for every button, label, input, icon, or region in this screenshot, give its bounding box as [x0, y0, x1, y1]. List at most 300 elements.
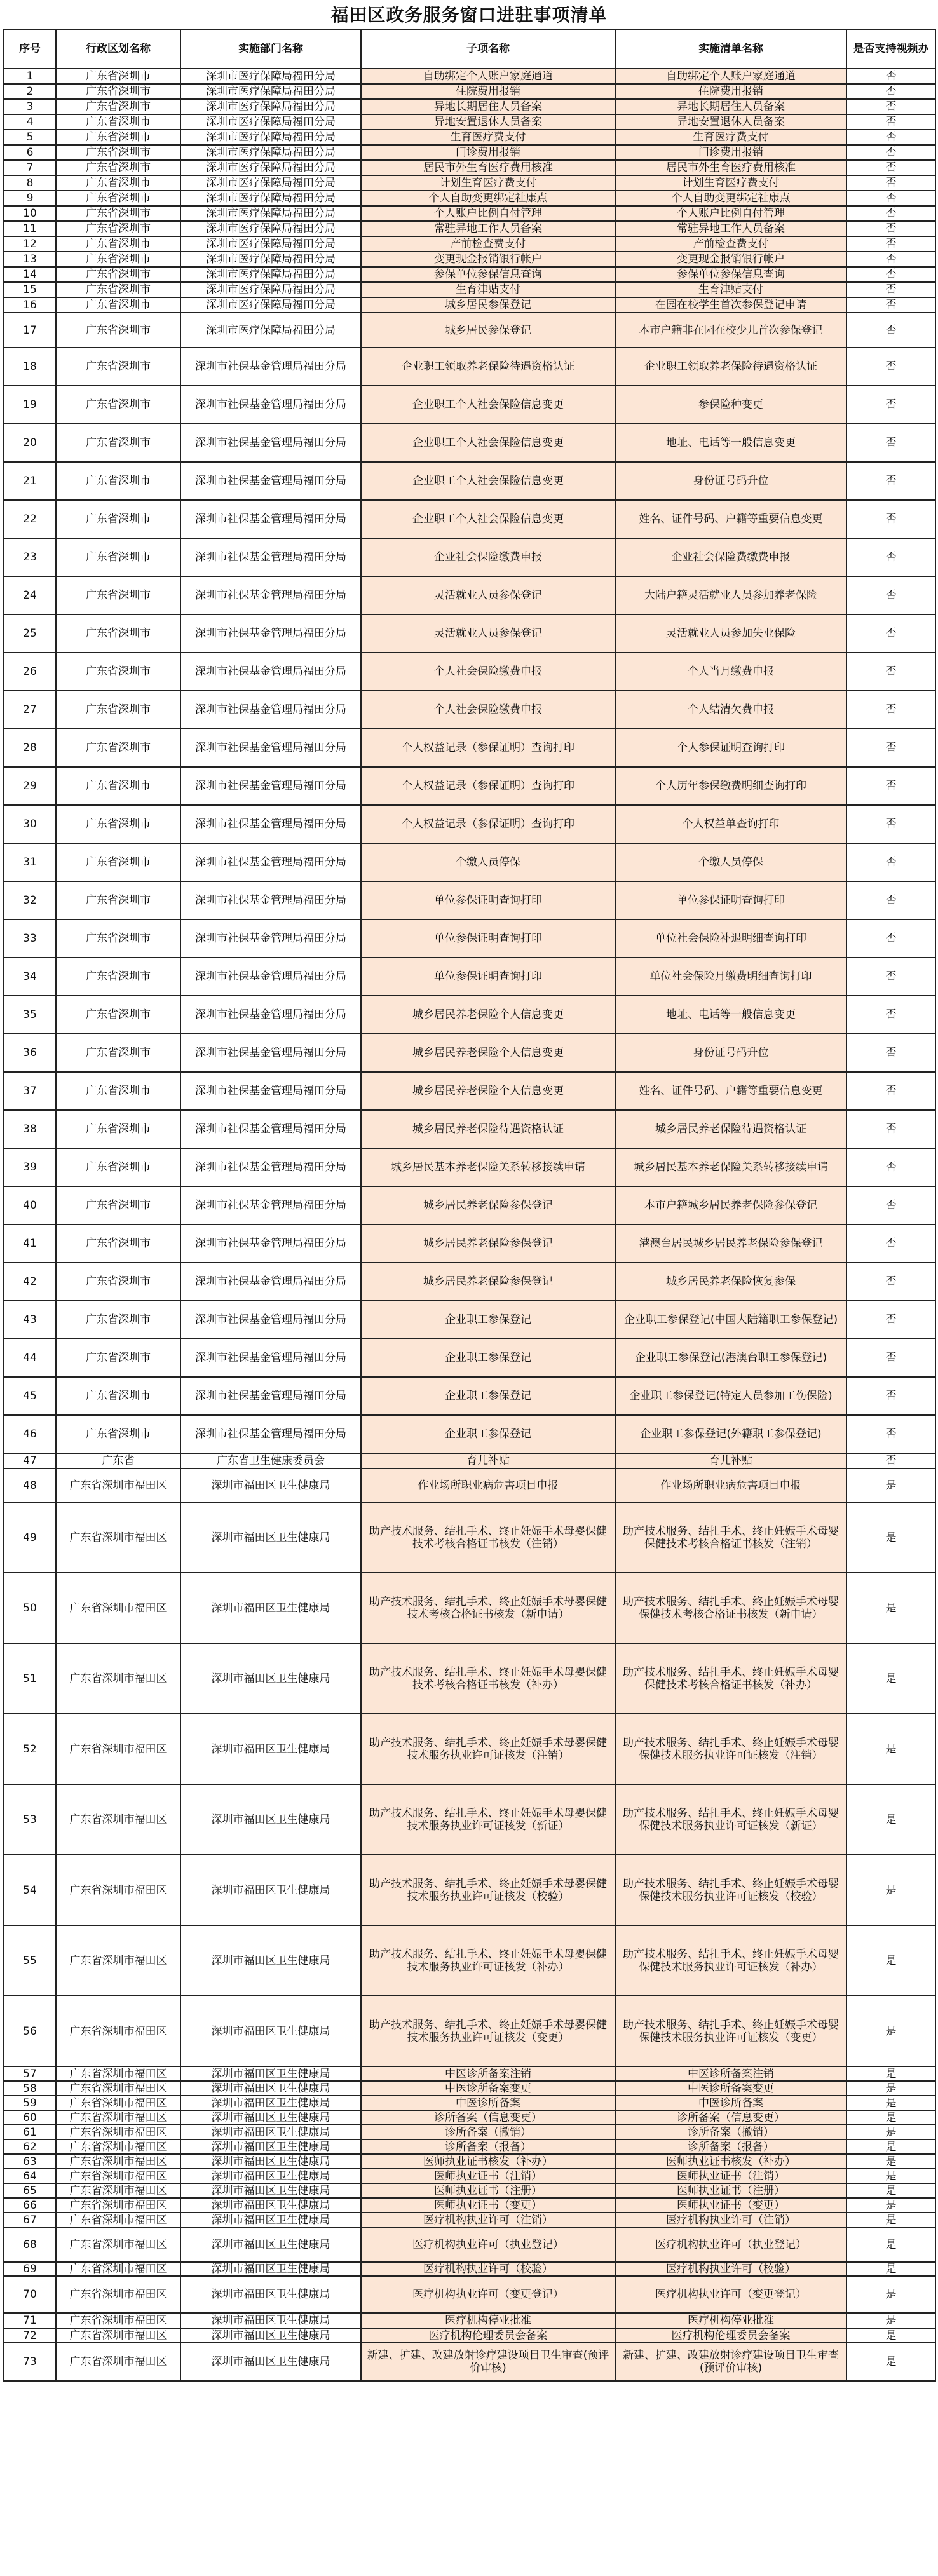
row-video: 否 [846, 191, 935, 206]
row-video: 是 [846, 1996, 935, 2066]
row-department: 深圳市社保基金管理局福田分局 [180, 919, 361, 958]
row-index: 55 [4, 1925, 56, 1996]
table-row [4, 2343, 935, 2381]
row-department: 深圳市社保基金管理局福田分局 [180, 1263, 361, 1301]
table-row [4, 1502, 935, 1573]
row-subitem: 生育津贴支付 [361, 282, 615, 297]
row-subitem: 作业场所职业病危害项目申报 [361, 1468, 615, 1502]
row-listitem: 医师执业证书核发（补办） [615, 2154, 846, 2169]
row-subitem: 助产技术服务、结扎手术、终止妊娠手术母婴保健技术服务执业许可证核发（补办） [361, 1925, 615, 1996]
row-region: 广东省深圳市 [56, 881, 180, 919]
row-department: 深圳市社保基金管理局福田分局 [180, 386, 361, 424]
row-department: 深圳市社保基金管理局福田分局 [180, 729, 361, 767]
row-video: 是 [846, 2066, 935, 2081]
row-department: 深圳市医疗保障局福田分局 [180, 282, 361, 297]
row-video: 是 [846, 1502, 935, 1573]
row-index: 35 [4, 996, 56, 1034]
row-subitem: 个人账户比例自付管理 [361, 206, 615, 221]
row-index: 10 [4, 206, 56, 221]
row-region: 广东省深圳市福田区 [56, 2169, 180, 2183]
row-listitem: 常驻异地工作人员备案 [615, 221, 846, 236]
row-region: 广东省深圳市福田区 [56, 2276, 180, 2313]
row-index: 71 [4, 2313, 56, 2328]
row-listitem: 产前检查费支付 [615, 236, 846, 252]
table-row [4, 2081, 935, 2096]
row-index: 27 [4, 691, 56, 729]
row-region: 广东省深圳市 [56, 69, 180, 84]
row-listitem: 居民市外生育医疗费用核准 [615, 160, 846, 175]
row-index: 2 [4, 84, 56, 99]
row-region: 广东省深圳市福田区 [56, 2198, 180, 2213]
table-row [4, 1643, 935, 1714]
row-index: 40 [4, 1186, 56, 1224]
row-department: 深圳市社保基金管理局福田分局 [180, 1110, 361, 1148]
table-row [4, 2328, 935, 2343]
row-region: 广东省深圳市 [56, 1377, 180, 1415]
row-index: 24 [4, 576, 56, 614]
table-row [4, 1186, 935, 1224]
row-video: 是 [846, 1714, 935, 1784]
row-listitem: 个人参保证明查询打印 [615, 729, 846, 767]
row-index: 21 [4, 462, 56, 500]
row-department: 深圳市福田区卫生健康局 [180, 2139, 361, 2154]
row-region: 广东省深圳市福田区 [56, 1573, 180, 1643]
row-region: 广东省深圳市 [56, 1148, 180, 1186]
row-region: 广东省深圳市 [56, 1339, 180, 1377]
row-index: 20 [4, 424, 56, 462]
row-region: 广东省深圳市 [56, 653, 180, 691]
row-department: 深圳市医疗保障局福田分局 [180, 191, 361, 206]
table-row [4, 1224, 935, 1263]
row-listitem: 医疗机构执业许可（校验） [615, 2262, 846, 2276]
row-subitem: 城乡居民养老保险个人信息变更 [361, 1034, 615, 1072]
row-department: 深圳市社保基金管理局福田分局 [180, 1148, 361, 1186]
row-index: 19 [4, 386, 56, 424]
row-listitem: 助产技术服务、结扎手术、终止妊娠手术母婴保健技术考核合格证书核发（新申请） [615, 1573, 846, 1643]
row-listitem: 中医诊所备案 [615, 2096, 846, 2110]
row-video: 否 [846, 691, 935, 729]
row-region: 广东省深圳市 [56, 1034, 180, 1072]
row-department: 深圳市医疗保障局福田分局 [180, 206, 361, 221]
row-department: 深圳市福田区卫生健康局 [180, 1996, 361, 2066]
table-row [4, 1855, 935, 1925]
row-subitem: 城乡居民养老保险个人信息变更 [361, 996, 615, 1034]
row-index: 8 [4, 175, 56, 191]
row-subitem: 中医诊所备案 [361, 2096, 615, 2110]
row-listitem: 助产技术服务、结扎手术、终止妊娠手术母婴保健技术服务执业许可证核发（校验） [615, 1855, 846, 1925]
table-row [4, 2313, 935, 2328]
row-video: 是 [846, 2139, 935, 2154]
row-subitem: 异地长期居住人员备案 [361, 99, 615, 114]
row-department: 深圳市福田区卫生健康局 [180, 1714, 361, 1784]
row-video: 是 [846, 1784, 935, 1855]
table-row [4, 2154, 935, 2169]
row-listitem: 助产技术服务、结扎手术、终止妊娠手术母婴保健技术服务执业许可证核发（补办） [615, 1925, 846, 1996]
row-listitem: 生育津贴支付 [615, 282, 846, 297]
row-department: 深圳市福田区卫生健康局 [180, 2343, 361, 2381]
row-listitem: 医师执业证书（注册） [615, 2183, 846, 2198]
row-listitem: 异地安置退休人员备案 [615, 114, 846, 130]
row-listitem: 参保险种变更 [615, 386, 846, 424]
row-listitem: 企业职工参保登记(外籍职工参保登记) [615, 1415, 846, 1453]
table-row [4, 1925, 935, 1996]
table-row [4, 996, 935, 1034]
row-video: 否 [846, 267, 935, 282]
row-subitem: 助产技术服务、结扎手术、终止妊娠手术母婴保健技术服务执业许可证核发（注销） [361, 1714, 615, 1784]
row-index: 22 [4, 500, 56, 538]
row-department: 深圳市医疗保障局福田分局 [180, 175, 361, 191]
row-region: 广东省深圳市福田区 [56, 2313, 180, 2328]
row-index: 54 [4, 1855, 56, 1925]
header-subitem: 子项名称 [361, 29, 615, 69]
row-video: 否 [846, 767, 935, 805]
row-department: 深圳市福田区卫生健康局 [180, 1855, 361, 1925]
row-department: 深圳市社保基金管理局福田分局 [180, 462, 361, 500]
row-subitem: 诊所备案（信息变更） [361, 2110, 615, 2125]
row-listitem: 助产技术服务、结扎手术、终止妊娠手术母婴保健技术服务执业许可证核发（注销） [615, 1714, 846, 1784]
table-row [4, 386, 935, 424]
row-index: 45 [4, 1377, 56, 1415]
row-department: 深圳市福田区卫生健康局 [180, 1925, 361, 1996]
row-index: 34 [4, 958, 56, 996]
row-video: 是 [846, 2313, 935, 2328]
row-subitem: 企业社会保险缴费申报 [361, 538, 615, 576]
row-subitem: 产前检查费支付 [361, 236, 615, 252]
row-subitem: 中医诊所备案变更 [361, 2081, 615, 2096]
row-listitem: 姓名、证件号码、户籍等重要信息变更 [615, 500, 846, 538]
row-subitem: 医疗机构执业许可（注销） [361, 2213, 615, 2227]
row-video: 否 [846, 160, 935, 175]
row-video: 是 [846, 2198, 935, 2213]
row-video: 是 [846, 2096, 935, 2110]
row-video: 否 [846, 881, 935, 919]
row-listitem: 医师执业证书（变更） [615, 2198, 846, 2213]
row-video: 否 [846, 424, 935, 462]
row-video: 否 [846, 99, 935, 114]
table-row [4, 538, 935, 576]
row-index: 69 [4, 2262, 56, 2276]
row-region: 广东省深圳市 [56, 1072, 180, 1110]
row-index: 61 [4, 2125, 56, 2139]
table-row [4, 1996, 935, 2066]
row-region: 广东省 [56, 1453, 180, 1468]
row-index: 53 [4, 1784, 56, 1855]
row-department: 深圳市福田区卫生健康局 [180, 2262, 361, 2276]
row-department: 深圳市社保基金管理局福田分局 [180, 1186, 361, 1224]
table-row [4, 1415, 935, 1453]
table-row [4, 1148, 935, 1186]
row-index: 28 [4, 729, 56, 767]
row-subitem: 助产技术服务、结扎手术、终止妊娠手术母婴保健技术服务执业许可证核发（变更） [361, 1996, 615, 2066]
row-department: 深圳市医疗保障局福田分局 [180, 160, 361, 175]
row-video: 否 [846, 462, 935, 500]
table-row [4, 958, 935, 996]
row-region: 广东省深圳市 [56, 221, 180, 236]
row-subitem: 企业职工个人社会保险信息变更 [361, 386, 615, 424]
row-region: 广东省深圳市 [56, 576, 180, 614]
table-row [4, 805, 935, 843]
row-video: 否 [846, 130, 935, 145]
table-row [4, 2125, 935, 2139]
row-department: 深圳市社保基金管理局福田分局 [180, 1301, 361, 1339]
row-video: 否 [846, 653, 935, 691]
row-listitem: 单位参保证明查询打印 [615, 881, 846, 919]
row-department: 深圳市福田区卫生健康局 [180, 1502, 361, 1573]
row-department: 深圳市福田区卫生健康局 [180, 2154, 361, 2169]
row-video: 否 [846, 1263, 935, 1301]
row-region: 广东省深圳市 [56, 160, 180, 175]
row-video: 否 [846, 1453, 935, 1468]
table-row [4, 424, 935, 462]
row-subitem: 城乡居民参保登记 [361, 313, 615, 348]
table-row [4, 297, 935, 313]
row-department: 深圳市医疗保障局福田分局 [180, 114, 361, 130]
row-department: 深圳市福田区卫生健康局 [180, 1468, 361, 1502]
row-subitem: 医疗机构伦理委员会备案 [361, 2328, 615, 2343]
row-listitem: 医疗机构停业批准 [615, 2313, 846, 2328]
row-region: 广东省深圳市福田区 [56, 2110, 180, 2125]
row-department: 深圳市福田区卫生健康局 [180, 2183, 361, 2198]
row-index: 25 [4, 614, 56, 653]
row-index: 13 [4, 252, 56, 267]
table-row [4, 69, 935, 84]
row-region: 广东省深圳市福田区 [56, 1996, 180, 2066]
row-region: 广东省深圳市福田区 [56, 2343, 180, 2381]
row-video: 是 [846, 2227, 935, 2262]
row-listitem: 企业社会保险费缴费申报 [615, 538, 846, 576]
row-video: 是 [846, 1855, 935, 1925]
row-listitem: 地址、电话等一般信息变更 [615, 996, 846, 1034]
table-row [4, 348, 935, 386]
row-listitem: 诊所备案（撤销） [615, 2125, 846, 2139]
row-department: 深圳市医疗保障局福田分局 [180, 145, 361, 160]
row-subitem: 医疗机构执业许可（校验） [361, 2262, 615, 2276]
row-department: 广东省卫生健康委员会 [180, 1453, 361, 1468]
row-subitem: 企业职工参保登记 [361, 1415, 615, 1453]
row-index: 12 [4, 236, 56, 252]
row-index: 3 [4, 99, 56, 114]
row-subitem: 住院费用报销 [361, 84, 615, 99]
row-listitem: 医疗机构伦理委员会备案 [615, 2328, 846, 2343]
row-subitem: 自助绑定个人账户家庭通道 [361, 69, 615, 84]
row-department: 深圳市医疗保障局福田分局 [180, 236, 361, 252]
row-listitem: 医疗机构执业许可（执业登记） [615, 2227, 846, 2262]
row-listitem: 本市户籍城乡居民养老保险参保登记 [615, 1186, 846, 1224]
table-row [4, 191, 935, 206]
row-index: 58 [4, 2081, 56, 2096]
row-index: 64 [4, 2169, 56, 2183]
row-video: 否 [846, 843, 935, 881]
row-index: 1 [4, 69, 56, 84]
row-index: 62 [4, 2139, 56, 2154]
row-department: 深圳市福田区卫生健康局 [180, 1573, 361, 1643]
row-index: 47 [4, 1453, 56, 1468]
table-row [4, 206, 935, 221]
row-department: 深圳市福田区卫生健康局 [180, 2066, 361, 2081]
row-video: 是 [846, 1573, 935, 1643]
row-region: 广东省深圳市福田区 [56, 1714, 180, 1784]
row-region: 广东省深圳市福田区 [56, 2125, 180, 2139]
row-department: 深圳市福田区卫生健康局 [180, 2096, 361, 2110]
row-index: 29 [4, 767, 56, 805]
table-row [4, 462, 935, 500]
row-video: 否 [846, 500, 935, 538]
row-department: 深圳市社保基金管理局福田分局 [180, 653, 361, 691]
row-department: 深圳市医疗保障局福田分局 [180, 267, 361, 282]
row-video: 否 [846, 1186, 935, 1224]
row-region: 广东省深圳市福田区 [56, 2066, 180, 2081]
row-video: 否 [846, 576, 935, 614]
row-listitem: 企业职工参保登记(特定人员参加工伤保险) [615, 1377, 846, 1415]
row-region: 广东省深圳市 [56, 1263, 180, 1301]
row-region: 广东省深圳市 [56, 1186, 180, 1224]
row-video: 否 [846, 282, 935, 297]
row-video: 否 [846, 221, 935, 236]
table-row [4, 500, 935, 538]
row-subitem: 单位参保证明查询打印 [361, 881, 615, 919]
row-video: 否 [846, 1377, 935, 1415]
row-listitem: 住院费用报销 [615, 84, 846, 99]
row-video: 否 [846, 252, 935, 267]
row-department: 深圳市社保基金管理局福田分局 [180, 1224, 361, 1263]
row-department: 深圳市社保基金管理局福田分局 [180, 500, 361, 538]
row-video: 否 [846, 1110, 935, 1148]
row-region: 广东省深圳市 [56, 236, 180, 252]
row-department: 深圳市社保基金管理局福田分局 [180, 843, 361, 881]
row-region: 广东省深圳市福田区 [56, 1502, 180, 1573]
row-region: 广东省深圳市 [56, 1224, 180, 1263]
table-row [4, 2213, 935, 2227]
row-listitem: 个人权益单查询打印 [615, 805, 846, 843]
table-row [4, 252, 935, 267]
row-index: 56 [4, 1996, 56, 2066]
row-subitem: 企业职工领取养老保险待遇资格认证 [361, 348, 615, 386]
row-department: 深圳市社保基金管理局福田分局 [180, 1034, 361, 1072]
row-department: 深圳市福田区卫生健康局 [180, 2213, 361, 2227]
row-listitem: 育儿补贴 [615, 1453, 846, 1468]
row-video: 是 [846, 2276, 935, 2313]
row-department: 深圳市福田区卫生健康局 [180, 2169, 361, 2183]
row-department: 深圳市医疗保障局福田分局 [180, 252, 361, 267]
row-department: 深圳市社保基金管理局福田分局 [180, 1415, 361, 1453]
row-index: 41 [4, 1224, 56, 1263]
row-subitem: 育儿补贴 [361, 1453, 615, 1468]
row-index: 6 [4, 145, 56, 160]
row-subitem: 居民市外生育医疗费用核准 [361, 160, 615, 175]
row-listitem: 助产技术服务、结扎手术、终止妊娠手术母婴保健技术服务执业许可证核发（新证） [615, 1784, 846, 1855]
row-listitem: 身份证号码升位 [615, 462, 846, 500]
row-department: 深圳市社保基金管理局福田分局 [180, 538, 361, 576]
row-department: 深圳市社保基金管理局福田分局 [180, 1377, 361, 1415]
row-subitem: 城乡居民养老保险参保登记 [361, 1224, 615, 1263]
row-index: 46 [4, 1415, 56, 1453]
table-row [4, 1377, 935, 1415]
table-row [4, 145, 935, 160]
row-region: 广东省深圳市福田区 [56, 2227, 180, 2262]
row-subitem: 医师执业证书（注销） [361, 2169, 615, 2183]
row-region: 广东省深圳市福田区 [56, 2139, 180, 2154]
row-listitem: 自助绑定个人账户家庭通道 [615, 69, 846, 84]
row-video: 否 [846, 996, 935, 1034]
table-row [4, 2110, 935, 2125]
row-listitem: 医师执业证书（注销） [615, 2169, 846, 2183]
row-region: 广东省深圳市福田区 [56, 2262, 180, 2276]
table-row [4, 2183, 935, 2198]
row-department: 深圳市社保基金管理局福田分局 [180, 576, 361, 614]
row-listitem: 城乡居民基本养老保险关系转移接续申请 [615, 1148, 846, 1186]
row-department: 深圳市医疗保障局福田分局 [180, 221, 361, 236]
row-listitem: 个人自助变更绑定社康点 [615, 191, 846, 206]
row-subitem: 企业职工参保登记 [361, 1377, 615, 1415]
row-department: 深圳市医疗保障局福田分局 [180, 99, 361, 114]
row-video: 是 [846, 1468, 935, 1502]
row-subitem: 城乡居民养老保险参保登记 [361, 1186, 615, 1224]
table-row [4, 691, 935, 729]
row-region: 广东省深圳市 [56, 614, 180, 653]
row-region: 广东省深圳市福田区 [56, 2096, 180, 2110]
header-video: 是否支持视频办 [846, 29, 935, 69]
row-department: 深圳市社保基金管理局福田分局 [180, 691, 361, 729]
row-video: 否 [846, 805, 935, 843]
row-listitem: 在园在校学生首次参保登记申请 [615, 297, 846, 313]
row-region: 广东省深圳市 [56, 1415, 180, 1453]
row-region: 广东省深圳市 [56, 462, 180, 500]
row-subitem: 诊所备案（报备） [361, 2139, 615, 2154]
row-department: 深圳市福田区卫生健康局 [180, 2276, 361, 2313]
row-index: 31 [4, 843, 56, 881]
row-index: 59 [4, 2096, 56, 2110]
row-subitem: 个人权益记录（参保证明）查询打印 [361, 805, 615, 843]
row-region: 广东省深圳市 [56, 843, 180, 881]
row-video: 是 [846, 1925, 935, 1996]
table-row [4, 2276, 935, 2313]
row-index: 48 [4, 1468, 56, 1502]
table-row [4, 130, 935, 145]
row-listitem: 作业场所职业病危害项目申报 [615, 1468, 846, 1502]
row-video: 否 [846, 206, 935, 221]
table-row [4, 1301, 935, 1339]
row-department: 深圳市社保基金管理局福田分局 [180, 881, 361, 919]
row-video: 是 [846, 2154, 935, 2169]
document-title: 福田区政务服务窗口进驻事项清单 [330, 4, 608, 25]
row-index: 63 [4, 2154, 56, 2169]
table-row [4, 919, 935, 958]
row-region: 广东省深圳市福田区 [56, 2183, 180, 2198]
row-index: 39 [4, 1148, 56, 1186]
items-table [3, 29, 936, 2382]
table-row [4, 1339, 935, 1377]
header-region: 行政区划名称 [56, 29, 180, 69]
row-subitem: 中医诊所备案注销 [361, 2066, 615, 2081]
row-subitem: 城乡居民养老保险待遇资格认证 [361, 1110, 615, 1148]
row-region: 广东省深圳市 [56, 1110, 180, 1148]
row-region: 广东省深圳市 [56, 919, 180, 958]
row-video: 否 [846, 236, 935, 252]
row-video: 是 [846, 1643, 935, 1714]
row-subitem: 常驻异地工作人员备案 [361, 221, 615, 236]
row-listitem: 灵活就业人员参加失业保险 [615, 614, 846, 653]
row-subitem: 企业职工参保登记 [361, 1301, 615, 1339]
row-subitem: 门诊费用报销 [361, 145, 615, 160]
row-index: 68 [4, 2227, 56, 2262]
row-listitem: 新建、扩建、改建放射诊疗建设项目卫生审查(预评价审核) [615, 2343, 846, 2381]
row-video: 否 [846, 114, 935, 130]
table-row [4, 99, 935, 114]
row-listitem: 异地长期居住人员备案 [615, 99, 846, 114]
row-region: 广东省深圳市 [56, 424, 180, 462]
row-region: 广东省深圳市福田区 [56, 1925, 180, 1996]
table-row [4, 1034, 935, 1072]
